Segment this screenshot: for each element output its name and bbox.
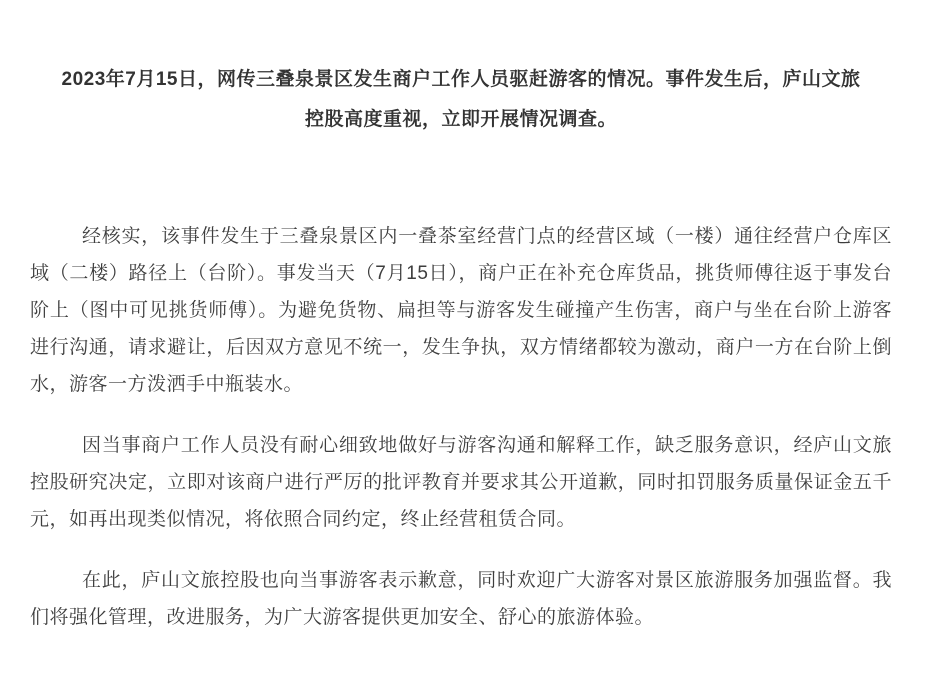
announcement-lead: 2023年7月15日，网传三叠泉景区发生商户工作人员驱赶游客的情况。事件发生后，庐山文旅控股高度重视，立即开展情况调查。 <box>61 69 861 130</box>
announcement-paragraph-investigation: 经核实，该事件发生于三叠泉景区内一叠茶室经营门点的经营区域（一楼）通往经营户仓库区域（二楼）路径上（台阶）。事发当天（7月15日），商户正在补充仓库货品，挑货师傅往返于事发台阶上（图中可见挑货师傅）。为避免货物、扁担等与游客发生碰撞产生伤害，商户与坐在台阶上游客进行沟通，请求避让，后因双方意见不统一，发生争执，双方情绪都较为激动，商户一方在台阶上倒水，游客一方泼洒手中瓶装水。 <box>30 226 892 395</box>
announcement-paragraph-apology: 在此，庐山文旅控股也向当事游客表示歉意，同时欢迎广大游客对景区旅游服务加强监督。我们将强化管理，改进服务，为广大游客提供更加安全、舒心的旅游体验。 <box>30 570 892 628</box>
announcement-paragraph-punishment: 因当事商户工作人员没有耐心细致地做好与游客沟通和解释工作，缺乏服务意识，经庐山文旅控股研究决定，立即对该商户进行严厉的批评教育并要求其公开道歉，同时扣罚服务质量保证金五千元，如再出现类似情况，将依照合同约定，终止经营租赁合同。 <box>30 435 892 530</box>
